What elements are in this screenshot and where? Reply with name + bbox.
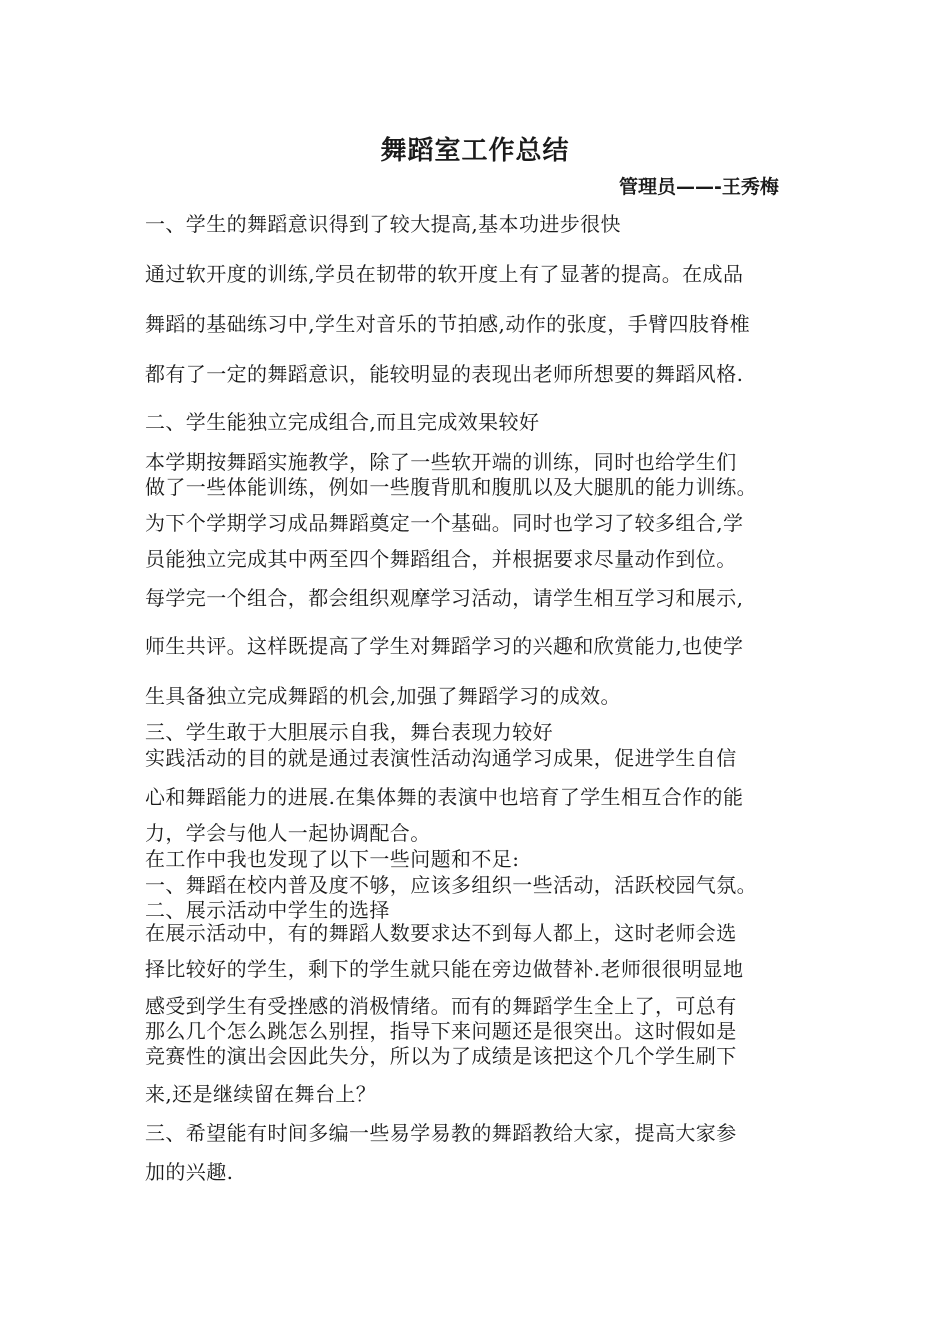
text-line: 本学期按舞蹈实施教学，除了一些软开端的训练，同时也给学生们 [145, 450, 737, 474]
text-line: 力，学会与他人一起协调配合。 [145, 821, 431, 845]
text-line: 为下个学期学习成品舞蹈奠定一个基础。同时也学习了较多组合,学 [145, 511, 744, 535]
text-line: 在展示活动中，有的舞蹈人数要求达不到每人都上，这时老师会选 [145, 921, 737, 945]
text-line: 在工作中我也发现了以下一些问题和不足: [145, 847, 520, 871]
text-line: 三、学生敢于大胆展示自我，舞台表现力较好 [145, 720, 553, 744]
text-line: 三、希望能有时间多编一些易学易教的舞蹈教给大家，提高大家参 [145, 1121, 737, 1145]
text-line: 每学完一个组合，都会组织观摩学习活动，请学生相互学习和展示, [145, 586, 744, 610]
text-line: 二、学生能独立完成组合,而且完成效果较好 [145, 410, 540, 434]
text-line: 一、舞蹈在校内普及度不够，应该多组织一些活动，活跃校园气氛。 [145, 873, 757, 897]
text-line: 实践活动的目的就是通过表演性活动沟通学习成果，促进学生自信 [145, 746, 737, 770]
author-line: 管理员——-王秀梅 [619, 176, 779, 198]
text-line: 生具备独立完成舞蹈的机会,加强了舞蹈学习的成效。 [145, 684, 621, 708]
text-line: 心和舞蹈能力的进展.在集体舞的表演中也培育了学生相互合作的能 [145, 785, 744, 809]
text-line: 加的兴趣. [145, 1160, 234, 1184]
text-line: 择比较好的学生，剩下的学生就只能在旁边做替补.老师很很明显地 [145, 957, 744, 981]
text-line: 做了一些体能训练，例如一些腹背肌和腹肌以及大腿肌的能力训练。 [145, 475, 757, 499]
document-title: 舞蹈室工作总结 [380, 136, 570, 166]
text-line: 感受到学生有受挫感的消极情绪。而有的舞蹈学生全上了，可总有 [145, 994, 737, 1018]
text-line: 二、展示活动中学生的选择 [145, 898, 390, 922]
text-line: 舞蹈的基础练习中,学生对音乐的节拍感,动作的张度，手臂四肢脊椎 [145, 312, 751, 336]
text-line: 员能独立完成其中两至四个舞蹈组合，并根据要求尽量动作到位。 [145, 547, 737, 571]
text-line: 一、学生的舞蹈意识得到了较大提高,基本功进步很快 [145, 212, 621, 236]
text-line: 竞赛性的演出会因此失分，所以为了成绩是该把这个几个学生刷下 [145, 1044, 737, 1068]
text-line: 那么几个怎么跳怎么别捏，指导下来问题还是很突出。这时假如是 [145, 1019, 737, 1043]
text-line: 来,还是继续留在舞台上？ [145, 1082, 377, 1106]
text-line: 都有了一定的舞蹈意识，能较明显的表现出老师所想要的舞蹈风格. [145, 362, 744, 386]
text-line: 通过软开度的训练,学员在韧带的软开度上有了显著的提高。在成品 [145, 262, 744, 286]
text-line: 师生共评。这样既提高了学生对舞蹈学习的兴趣和欣赏能力,也使学 [145, 634, 744, 658]
